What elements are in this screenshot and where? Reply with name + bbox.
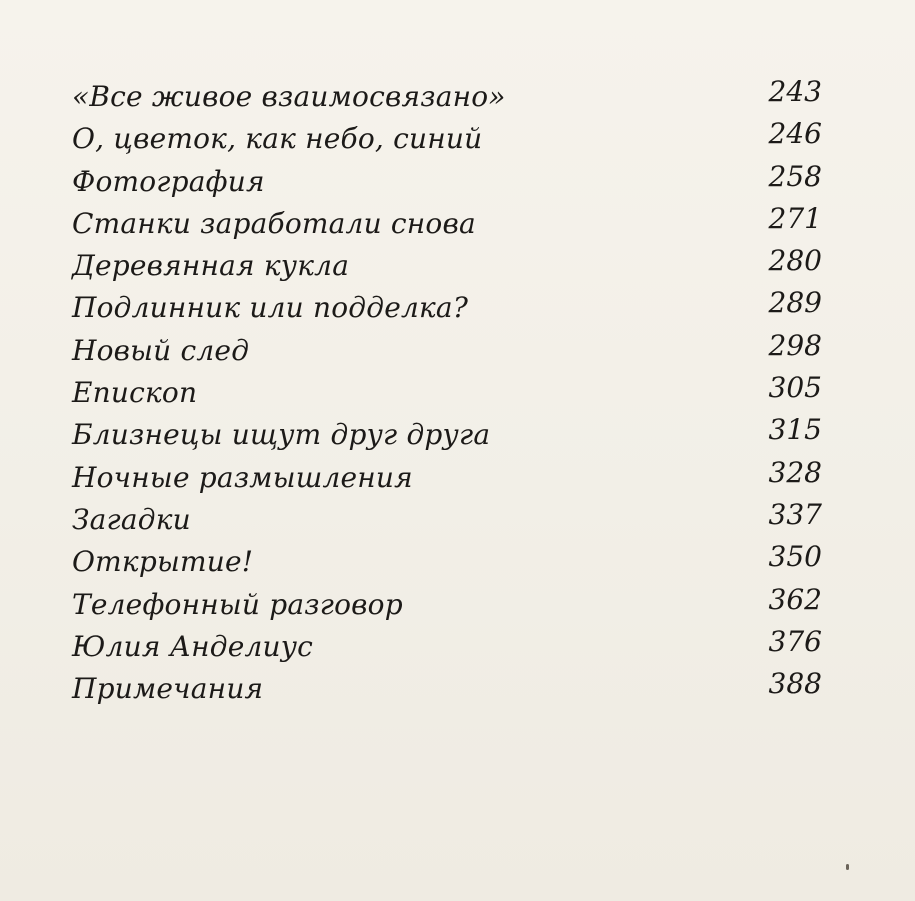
toc-entry: [72, 541, 832, 583]
toc-entry: [72, 584, 832, 626]
table-of-contents: [72, 76, 832, 710]
toc-entry-title: Юлия Анделиус: [72, 629, 314, 663]
toc-entry: [72, 626, 832, 668]
toc-entry-page: 305: [768, 371, 822, 405]
toc-entry-title: Станки заработали снова: [72, 206, 476, 240]
toc-entry-title: Ночные размышления: [72, 460, 413, 494]
toc-entry: [72, 330, 832, 372]
paper-speck: [846, 864, 849, 870]
toc-entry-title: Примечания: [72, 672, 264, 706]
toc-entry-title: Епископ: [72, 376, 198, 410]
toc-entry-page: 350: [768, 540, 822, 574]
toc-entry: [72, 457, 832, 499]
toc-entry: [72, 372, 832, 414]
toc-entry-page: 243: [768, 75, 822, 108]
toc-entry-title: «Все живое взаимосвязано»: [72, 80, 506, 113]
toc-entry-page: 315: [768, 413, 822, 447]
toc-entry: [72, 203, 832, 245]
toc-entry-page: 280: [768, 244, 822, 278]
toc-entry-page: 271: [768, 201, 822, 235]
toc-entry-title: Близнецы ищут друг друга: [72, 418, 491, 452]
toc-entry-page: 289: [768, 286, 822, 320]
toc-entry-page: 258: [768, 159, 822, 193]
toc-entry-title: Открытие!: [72, 545, 254, 579]
toc-entry-title: Подлинник или подделка?: [72, 291, 469, 325]
toc-entry: [72, 245, 832, 287]
toc-entry: [72, 668, 832, 710]
toc-entry-title: Фотография: [72, 164, 265, 198]
toc-entry: [72, 287, 832, 329]
toc-entry-page: 337: [768, 497, 822, 531]
toc-entry-title: Деревянная кукла: [72, 249, 350, 283]
toc-entry-page: 246: [768, 117, 822, 151]
toc-entry-title: Телефонный разговор: [72, 587, 403, 621]
toc-entry: [72, 76, 832, 118]
toc-entry: [72, 499, 832, 541]
toc-entry-page: 376: [768, 624, 822, 658]
toc-entry-title: О, цветок, как небо, синий: [72, 122, 483, 156]
toc-entry: [72, 118, 832, 160]
toc-entry-title: Загадки: [72, 502, 191, 536]
toc-entry-title: Новый след: [72, 333, 250, 367]
toc-entry-page: 328: [768, 455, 822, 489]
toc-entry-page: 298: [768, 328, 822, 362]
toc-entry: [72, 414, 832, 456]
toc-entry-page: 362: [768, 582, 822, 616]
toc-entry-page: 388: [768, 667, 822, 701]
toc-entry: [72, 161, 832, 203]
